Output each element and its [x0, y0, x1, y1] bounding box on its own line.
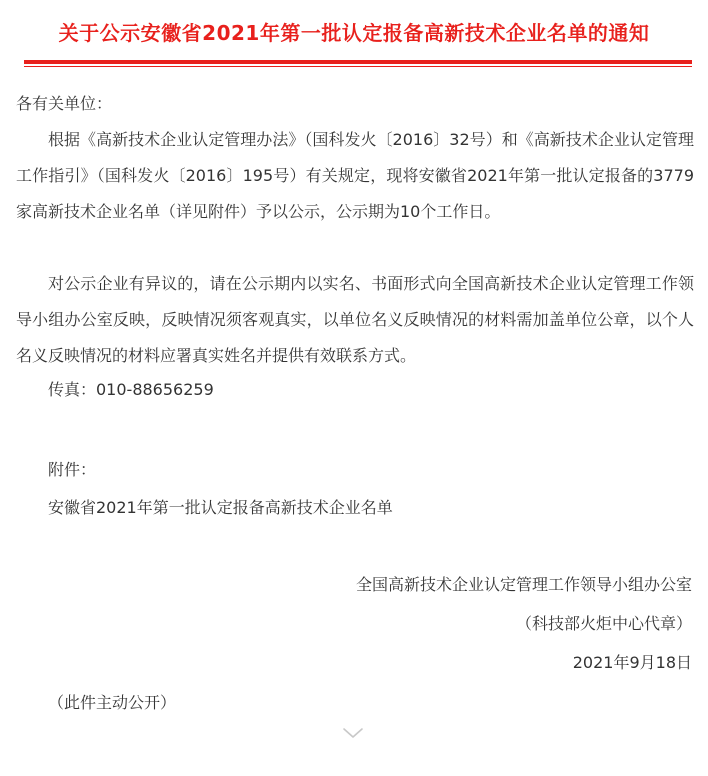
- disclosure-note: （此件主动公开）: [48, 693, 177, 712]
- title-rule-thick: [24, 60, 692, 64]
- chevron-down-icon[interactable]: [342, 726, 364, 740]
- title-rule-thin: [24, 66, 692, 67]
- body-paragraph-1: 根据《高新技术企业认定管理办法》（国科发火〔2016〕32号）和《高新技术企业认定管理工作指引》（国科发火〔2016〕195号）有关规定，现将安徽省2021年第一批认定报备的3779家高新技术企业名单（详见附件）予以公示，公示期为10个工作日。: [16, 130, 694, 221]
- fax-line: 传真：010-88656259: [48, 380, 214, 399]
- signature-issuer: 全国高新技术企业认定管理工作领导小组办公室: [355, 575, 692, 594]
- signature-date: 2021年9月18日: [572, 653, 692, 672]
- notice-title: 关于公示安徽省2021年第一批认定报备高新技术企业名单的通知: [58, 21, 650, 45]
- attachment-item: 安徽省2021年第一批认定报备高新技术企业名单: [48, 498, 393, 517]
- signature-seal: （科技部火炬中心代章）: [515, 614, 692, 633]
- body-paragraph-2: 对公示企业有异议的，请在公示期内以实名、书面形式向全国高新技术企业认定管理工作领导小组办公室反映，反映情况须客观真实，以单位名义反映情况的材料需加盖单位公章，以个人名义反映情况的材料应署真实姓名并提供有效联系方式。: [16, 274, 694, 365]
- salutation: 各有关单位：: [16, 94, 113, 113]
- attachment-label: 附件：: [48, 460, 97, 479]
